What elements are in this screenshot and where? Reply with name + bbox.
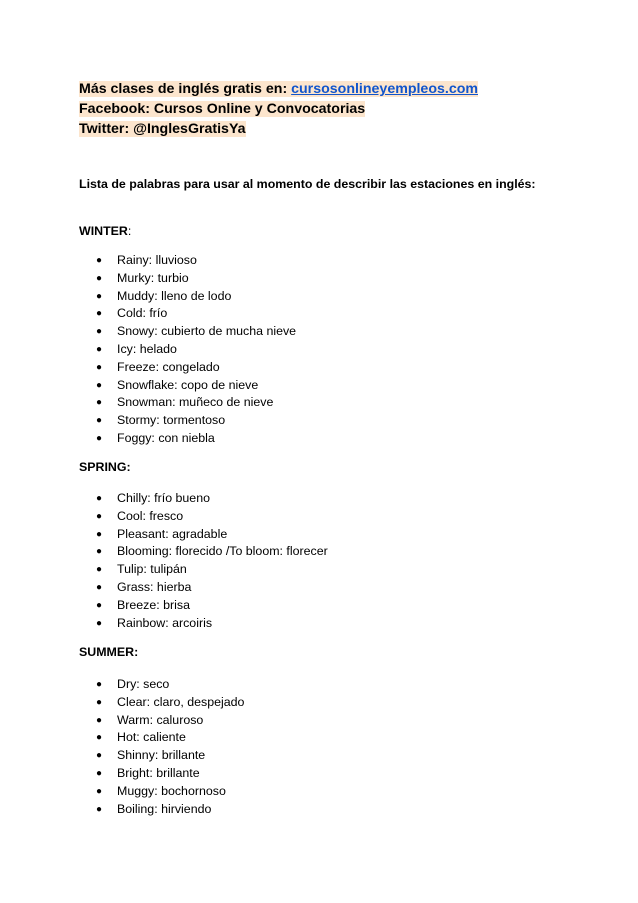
list-item-text: Murky: turbio — [117, 270, 189, 285]
list-item-text: Snowy: cubierto de mucha nieve — [117, 324, 297, 339]
bullet-icon: ● — [96, 432, 103, 444]
winter-title: WINTER — [79, 224, 128, 238]
list-item-text: Rainy: lluvioso — [117, 253, 197, 267]
bullet-icon: ● — [96, 785, 103, 797]
list-item-text: Chilly: frío bueno — [117, 491, 210, 505]
section-title-spring: SPRING: — [79, 460, 131, 474]
website-link[interactable]: cursosonlineyempleos.com — [291, 81, 478, 97]
header-line-facebook — [79, 99, 478, 119]
list-item-text: Bright: brillante — [117, 765, 200, 780]
list-item-text: Foggy: con niebla — [117, 430, 215, 445]
list-item-text: Warm: caluroso — [117, 712, 204, 727]
list-item-text: Rainbow: arcoiris — [117, 615, 213, 630]
bullet-icon: ● — [96, 343, 103, 355]
list-item-text: Blooming: florecido /To bloom: florecer — [117, 544, 328, 559]
section-title-summer: SUMMER: — [79, 645, 139, 659]
bullet-icon: ● — [96, 272, 103, 284]
header-block — [79, 79, 478, 139]
bullet-icon: ● — [96, 714, 103, 726]
bullet-icon: ● — [96, 397, 103, 409]
bullet-icon: ● — [96, 308, 103, 320]
bullet-icon: ● — [96, 564, 103, 576]
header-line-website — [79, 79, 478, 99]
list-item-text: Tulip: tulipán — [117, 562, 187, 577]
list-item-text: Pleasant: agradable — [117, 526, 228, 541]
list-item-text: Muggy: bochornoso — [117, 783, 226, 798]
list-item-text: Clear: claro, despejado — [117, 694, 245, 709]
header-website-prefix: Más clases de inglés gratis en: — [79, 81, 292, 97]
bullet-icon: ● — [96, 581, 103, 593]
bullet-icon: ● — [96, 617, 103, 629]
section-title-winter — [79, 223, 131, 239]
header-website-text — [79, 81, 478, 97]
list-item-text: Shinny: brillante — [117, 748, 206, 763]
bullet-icon: ● — [96, 599, 103, 611]
intro-text: Lista de palabras para usar al momento de describir las estaciones en inglés: — [79, 177, 536, 191]
bullet-icon: ● — [96, 528, 103, 540]
list-item-text: Breeze: brisa — [117, 597, 191, 612]
winter-title-colon: : — [127, 224, 132, 238]
bullet-icon: ● — [96, 379, 103, 391]
bullet-icon: ● — [96, 803, 103, 815]
bullet-icon: ● — [96, 361, 103, 373]
bullet-icon: ● — [96, 732, 103, 744]
bullet-icon: ● — [96, 255, 103, 266]
list-item-text: Cold: frío — [117, 306, 168, 321]
header-line-twitter — [79, 119, 478, 139]
list-item-text: Freeze: congelado — [117, 359, 220, 374]
bullet-icon: ● — [96, 679, 103, 690]
list-item-text: Grass: hierba — [117, 579, 192, 594]
list-item-text: Stormy: tormentoso — [117, 413, 226, 428]
header-facebook-text: Facebook: Cursos Online y Convocatorias — [79, 101, 366, 117]
bullet-icon: ● — [96, 493, 103, 504]
list-item-text: Hot: caliente — [117, 730, 186, 745]
list-item-text: Icy: helado — [117, 341, 177, 356]
list-item-text: Dry: seco — [117, 677, 170, 691]
bullet-icon: ● — [96, 767, 103, 779]
list-item-text: Snowflake: copo de nieve — [117, 377, 259, 392]
list-item-text: Snowman: muñeco de nieve — [117, 395, 274, 410]
bullet-icon: ● — [96, 750, 103, 762]
list-item-text: Muddy: lleno de lodo — [117, 288, 232, 303]
bullet-icon: ● — [96, 326, 103, 338]
bullet-icon: ● — [96, 290, 103, 302]
list-item-text: Boiling: hirviendo — [117, 801, 212, 816]
bullet-icon: ● — [96, 696, 103, 708]
list-item-text: Cool: fresco — [117, 508, 184, 523]
bullet-icon: ● — [96, 415, 103, 427]
bullet-icon: ● — [96, 546, 103, 558]
header-twitter-text: Twitter: @InglesGratisYa — [79, 121, 246, 137]
bullet-icon: ● — [96, 510, 103, 522]
